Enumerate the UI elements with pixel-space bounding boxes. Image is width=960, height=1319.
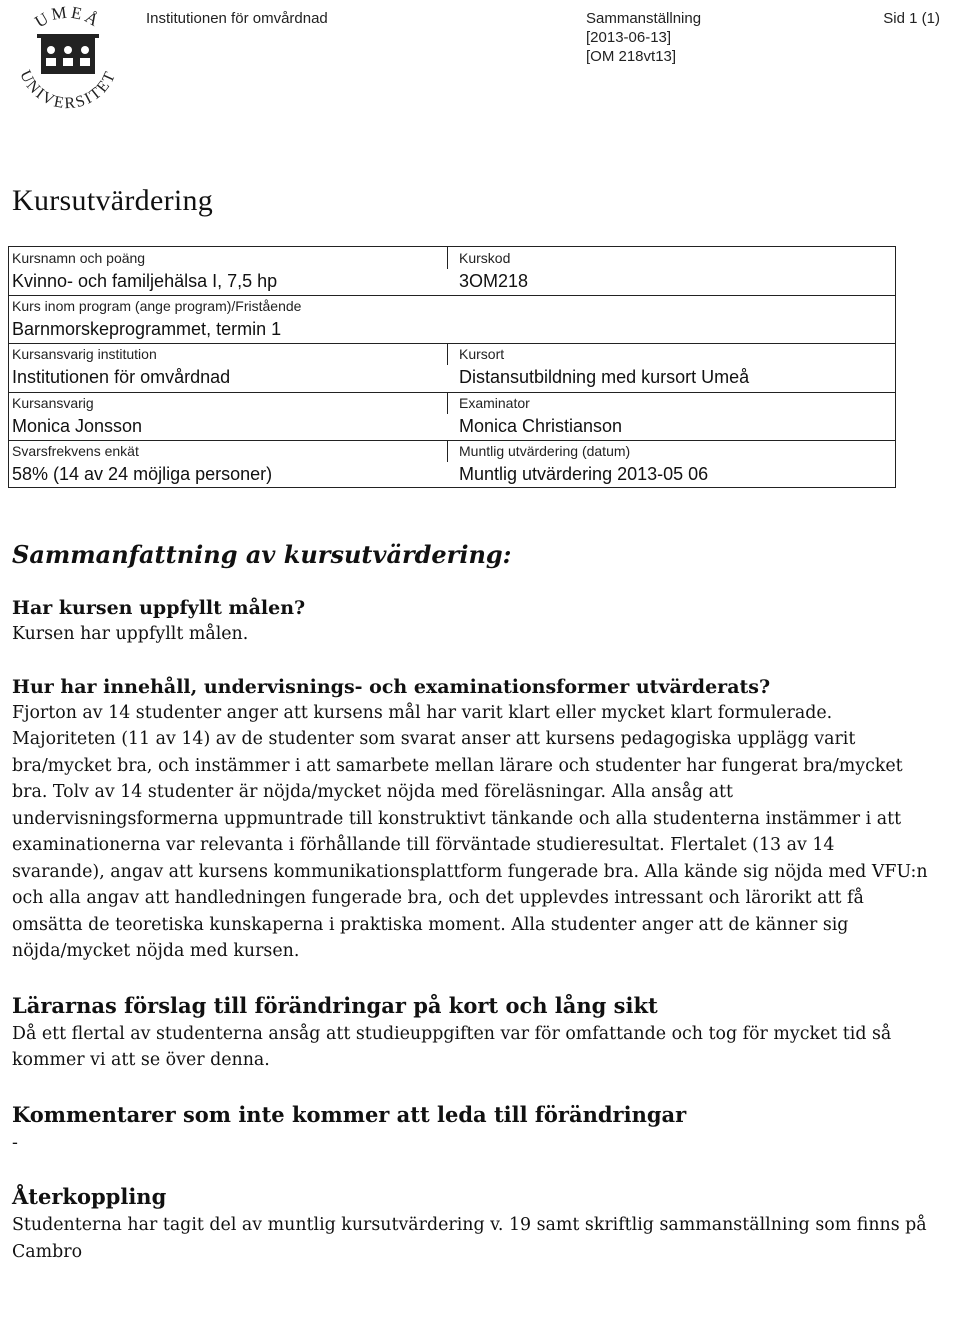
response-rate-label: Svarsfrekvens enkät bbox=[12, 443, 139, 459]
svg-text:UNIVERSITET: UNIVERSITET bbox=[16, 67, 120, 113]
document-body bbox=[12, 540, 932, 1265]
answer-evaluation: Fjorton av 14 studenter anger att kursens mål har varit klart eller mycket klart formulerade. Majoriteten (11 av 14) av de studenter som svarat anser att kursens pedagogiska upplägg varit bra/mycket bra, och instämmer i att samarbete mellan lärare och studenter har fungerat bra/mycket bra. Tolv av 14 studenter är nöjda/mycket nöjda med föreläsningar. Alla ansåg att undervisningsformerna uppmuntrade till konstruktivt tänkande och alla studenterna instämmer i att examinationerna var relevanta i förhållande till förväntade studieresultat. Flertalet (13 av 14 svarande), angav att kursens kommunikationsplattform fungerade bra. Alla kände sig nöjda med VFU:n och alla angav att handledningen fungerade bra, och det upplevdes intressant och lärorikt att få omsätta de teoretiska kunskaperna i praktiska moment. Alla studenter anger att de känner sig nöjda/mycket nöjda med kursen. bbox=[12, 702, 928, 961]
course-name-cell bbox=[12, 250, 277, 292]
program-cell bbox=[12, 298, 301, 340]
response-rate-value: 58% (14 av 24 möjliga personer) bbox=[12, 464, 273, 484]
header-ref: [OM 218vt13] bbox=[586, 48, 677, 65]
svg-text:UMEÅ: UMEÅ bbox=[31, 2, 105, 32]
comments-heading: Kommentarer som inte kommer att leda till förändringar bbox=[12, 1101, 687, 1127]
header-department: Institutionen för omvårdnad bbox=[146, 10, 328, 27]
header-page-number: Sid 1 (1) bbox=[883, 10, 940, 27]
oral-evaluation-value: Muntlig utvärdering 2013-05 06 bbox=[459, 464, 709, 484]
question-evaluation: Hur har innehåll, undervisnings- och examinationsformer utvärderats? bbox=[12, 675, 771, 698]
table-divider bbox=[9, 440, 895, 441]
document-title: Kursutvärdering bbox=[12, 184, 214, 217]
responsible-cell bbox=[12, 395, 142, 437]
course-code-cell bbox=[459, 250, 528, 292]
table-divider bbox=[447, 247, 448, 269]
course-name-value: Kvinno- och familjehälsa I, 7,5 hp bbox=[12, 271, 278, 291]
institution-value: Institutionen för omvårdnad bbox=[12, 367, 231, 387]
header-doc-type: Sammanställning bbox=[586, 10, 702, 27]
question-goals: Har kursen uppfyllt målen? bbox=[12, 597, 306, 619]
suggestions-heading: Lärarnas förslag till förändringar på kort och lång sikt bbox=[12, 992, 658, 1018]
program-label: Kurs inom program (ange program)/Fristående bbox=[12, 298, 302, 314]
responsible-label: Kursansvarig bbox=[12, 395, 94, 411]
institution-label: Kursansvarig institution bbox=[12, 346, 157, 362]
header-date: [2013-06-13] bbox=[586, 29, 672, 46]
program-value: Barnmorskeprogrammet, termin 1 bbox=[12, 319, 282, 339]
oral-evaluation-cell bbox=[459, 443, 708, 485]
table-divider bbox=[447, 343, 448, 365]
oral-evaluation-label: Muntlig utvärdering (datum) bbox=[459, 443, 631, 459]
university-logo bbox=[8, 0, 128, 116]
header-meta bbox=[586, 9, 701, 66]
comments-text: - bbox=[12, 1132, 18, 1153]
responsible-value: Monica Jonsson bbox=[12, 416, 143, 436]
location-cell bbox=[459, 346, 749, 388]
feedback-heading: Återkoppling bbox=[12, 1184, 167, 1209]
course-name-label: Kursnamn och poäng bbox=[12, 250, 146, 266]
table-divider bbox=[447, 392, 448, 414]
course-code-value: 3OM218 bbox=[459, 271, 529, 291]
table-divider bbox=[9, 392, 895, 393]
table-divider bbox=[447, 440, 448, 462]
location-value: Distansutbildning med kursort Umeå bbox=[459, 367, 750, 387]
course-code-label: Kurskod bbox=[459, 250, 511, 266]
table-divider bbox=[9, 295, 895, 296]
feedback-text: Studenterna har tagit del av muntlig kursutvärdering v. 19 samt skriftlig sammanställning som finns på Cambro bbox=[12, 1215, 927, 1262]
institution-cell bbox=[12, 346, 230, 388]
summary-heading: Sammanfattning av kursutvärdering: bbox=[12, 540, 512, 569]
table-divider bbox=[9, 343, 895, 344]
examiner-value: Monica Christianson bbox=[459, 416, 623, 436]
answer-goals: Kursen har uppfyllt målen. bbox=[12, 624, 249, 644]
suggestions-text: Då ett flertal av studenterna ansåg att studieuppgiften var för omfattande och tog för mycket tid så kommer vi att se över denna. bbox=[12, 1023, 892, 1070]
location-label: Kursort bbox=[459, 346, 505, 362]
examiner-label: Examinator bbox=[459, 395, 530, 411]
examiner-cell bbox=[459, 395, 622, 437]
course-info-table bbox=[8, 246, 896, 488]
response-rate-cell bbox=[12, 443, 272, 485]
